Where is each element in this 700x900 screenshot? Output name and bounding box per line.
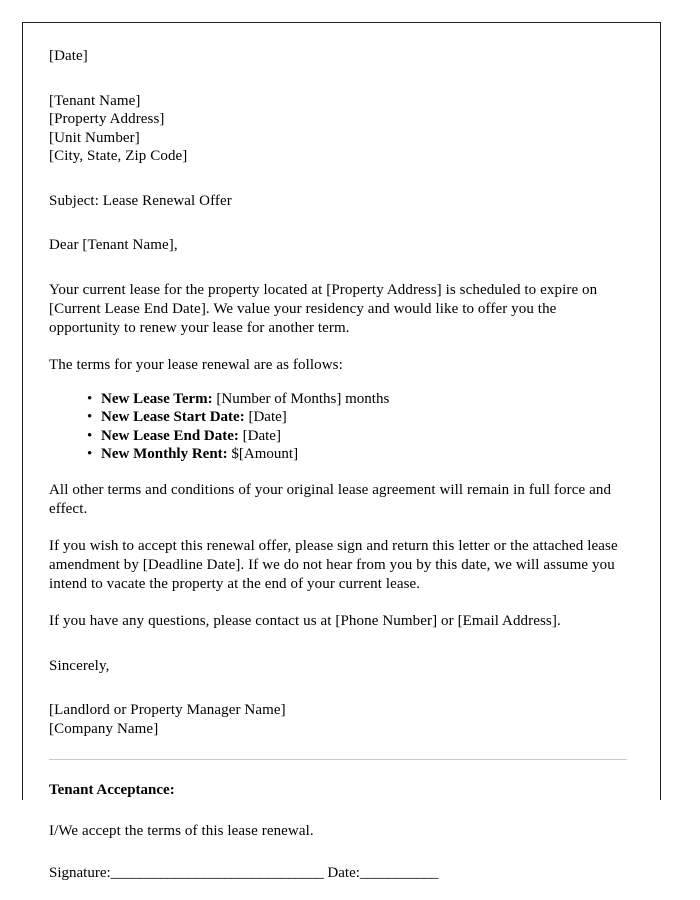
list-item — [87, 408, 627, 427]
term-label: New Lease End Date: — [101, 427, 243, 444]
date-line: [Date] — [49, 48, 88, 64]
list-item — [87, 390, 627, 409]
address-line-tenant-name: [Tenant Name] — [49, 92, 141, 109]
spacer — [49, 464, 627, 481]
spacer — [49, 166, 627, 192]
term-value: [Date] — [248, 409, 287, 425]
spacer — [49, 760, 627, 781]
letter-body — [49, 47, 627, 883]
bullet-icon: • — [87, 446, 93, 462]
paragraph-acceptance-instructions: If you wish to accept this renewal offer, please sign and return this letter or the attached lease amendment by [Deadline Date]. If we do not hear from you by this date, we will assume you intend to vacate the property at the end of your current lease. — [49, 537, 618, 592]
list-item — [87, 445, 627, 464]
term-label: New Lease Term: — [101, 390, 217, 407]
paragraph-other-terms: All other terms and conditions of your original lease agreement will remain in full force and effect. — [49, 481, 612, 517]
spacer — [49, 631, 627, 657]
date-label: Date: — [327, 865, 360, 881]
date-write-in-rule[interactable]: ___________ — [359, 865, 439, 881]
address-line-property-address: [Property Address] — [49, 111, 165, 127]
spacer — [49, 66, 627, 92]
sender-company: [Company Name] — [49, 720, 159, 737]
term-value: [Date] — [242, 427, 281, 444]
tenant-acceptance-heading: Tenant Acceptance: — [49, 782, 175, 798]
address-line-city-state-zip: [City, State, Zip Code] — [49, 148, 188, 164]
spacer — [49, 210, 627, 236]
recipient-address-block — [49, 92, 627, 166]
spacer — [49, 375, 627, 390]
term-label: New Lease Start Date: — [101, 409, 249, 425]
term-label: New Monthly Rent: — [101, 446, 232, 462]
paragraph-intro: Your current lease for the property located at [Property Address] is scheduled to expire on [Current Lease End Date]. We value your residency and would like to offer you the opportunity to renew your lease for another term. — [49, 281, 598, 336]
address-line-unit-number: [Unit Number] — [49, 129, 140, 146]
sender-name: [Landlord or Property Manager Name] — [49, 702, 286, 718]
bullet-icon: • — [87, 427, 93, 444]
salutation: Dear [Tenant Name], — [49, 237, 178, 253]
acceptance-statement: I/We accept the terms of this lease renewal. — [49, 822, 314, 839]
bullet-icon: • — [87, 390, 93, 407]
bullet-icon: • — [87, 409, 93, 425]
valediction: Sincerely, — [49, 657, 110, 674]
spacer — [49, 338, 627, 356]
signature-write-in-rule[interactable]: ______________________________ — [110, 865, 324, 881]
spacer — [49, 840, 627, 864]
spacer — [49, 255, 627, 281]
document-page — [22, 22, 661, 881]
signature-label: Signature: — [49, 865, 111, 881]
signature-row — [49, 864, 627, 883]
term-value: $[Amount] — [231, 446, 299, 462]
spacer — [49, 675, 627, 701]
paragraph-terms-lead-in: The terms for your lease renewal are as follows: — [49, 356, 343, 373]
lease-terms-list — [49, 390, 627, 464]
sender-block — [49, 701, 627, 738]
term-value: [Number of Months] months — [216, 390, 390, 407]
list-item — [87, 427, 627, 446]
spacer — [49, 800, 627, 822]
spacer — [49, 738, 627, 759]
spacer — [49, 519, 627, 537]
spacer — [49, 594, 627, 612]
paragraph-questions: If you have any questions, please contact us at [Phone Number] or [Email Address]. — [49, 612, 561, 629]
subject-line: Subject: Lease Renewal Offer — [49, 192, 232, 209]
